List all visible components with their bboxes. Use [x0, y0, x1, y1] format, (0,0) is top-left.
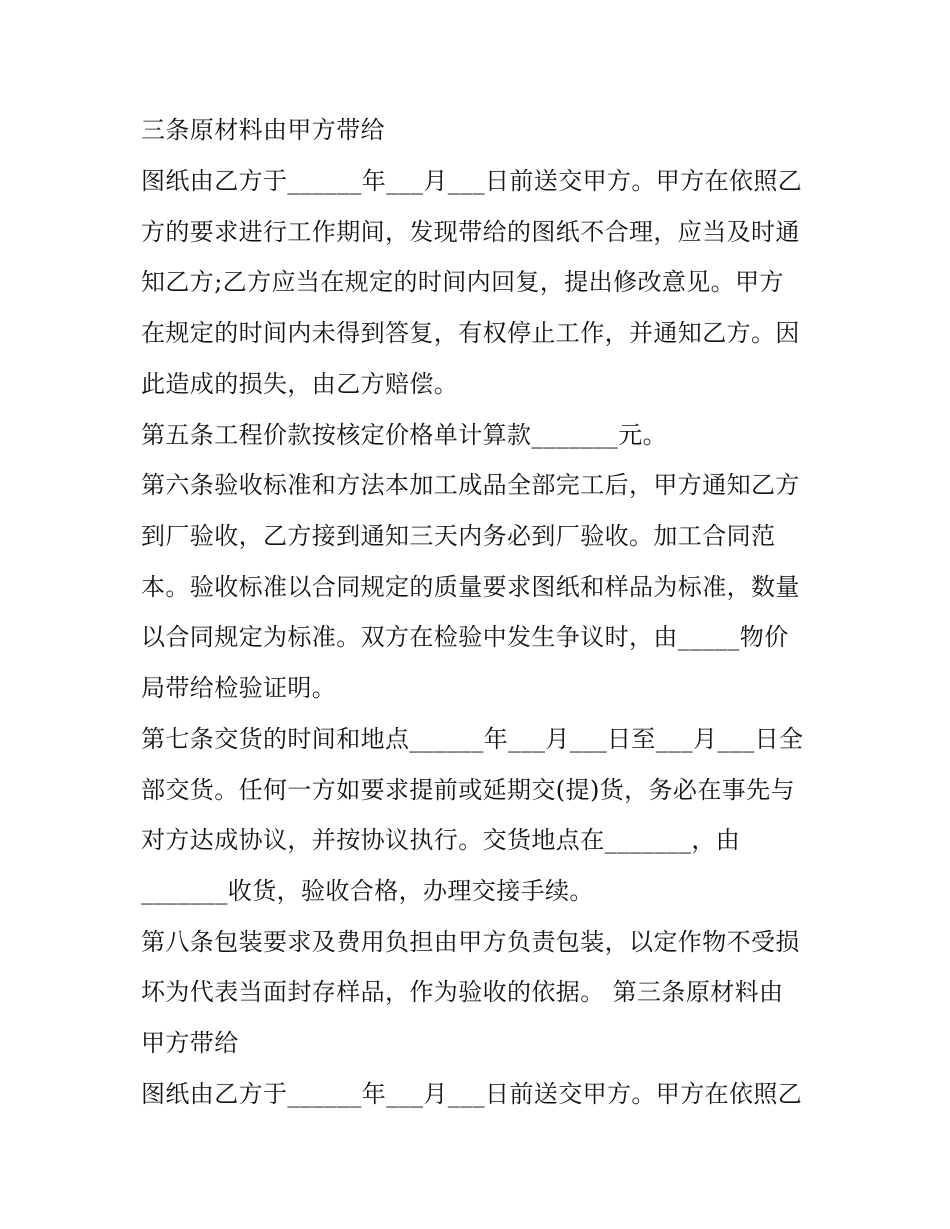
text-line: 方的要求进行工作期间，发现带给的图纸不合理，应当及时通: [141, 218, 800, 246]
text-line: _______收货，验收合格，办理交接手续。: [141, 877, 594, 905]
text-line: 此造成的损失，由乙方赔偿。: [141, 370, 459, 398]
text-line: 图纸由乙方于______年___月___日前送交甲方。甲方在依照乙: [141, 167, 803, 195]
text-line: 局带给检验证明。: [141, 674, 337, 702]
text-line: 第六条验收标准和方法本加工成品全部完工后，甲方通知乙方: [141, 471, 800, 499]
text-line: 在规定的时间内未得到答复，有权停止工作，并通知乙方。因: [141, 319, 800, 347]
text-line: 本。验收标准以合同规定的质量要求图纸和样品为标准，数量: [141, 573, 800, 601]
text-line: 图纸由乙方于______年___月___日前送交甲方。甲方在依照乙: [141, 1080, 803, 1108]
text-line: 知乙方;乙方应当在规定的时间内回复，提出修改意见。甲方: [141, 268, 784, 296]
text-line: 甲方带给: [141, 1029, 239, 1057]
text-line: 第五条工程价款按核定价格单计算款_______元。: [141, 421, 667, 449]
text-line: 三条原材料由甲方带给: [141, 116, 385, 144]
text-line: 到厂验收，乙方接到通知三天内务必到厂验收。加工合同范: [141, 522, 776, 550]
text-line: 对方达成协议，并按协议执行。交货地点在_______，由: [141, 826, 741, 854]
text-line: 第八条包装要求及费用负担由甲方负责包装，以定作物不受损: [141, 928, 800, 956]
text-line: 以合同规定为标准。双方在检验中发生争议时，由_____物价: [141, 623, 789, 651]
text-line: 坏为代表当面封存样品，作为验收的依据。 第三条原材料由: [141, 978, 784, 1006]
text-line: 第七条交货的时间和地点______年___月___日至___月___日全: [141, 725, 804, 753]
text-line: 部交货。任何一方如要求提前或延期交(提)货，务必在事先与: [141, 776, 795, 804]
